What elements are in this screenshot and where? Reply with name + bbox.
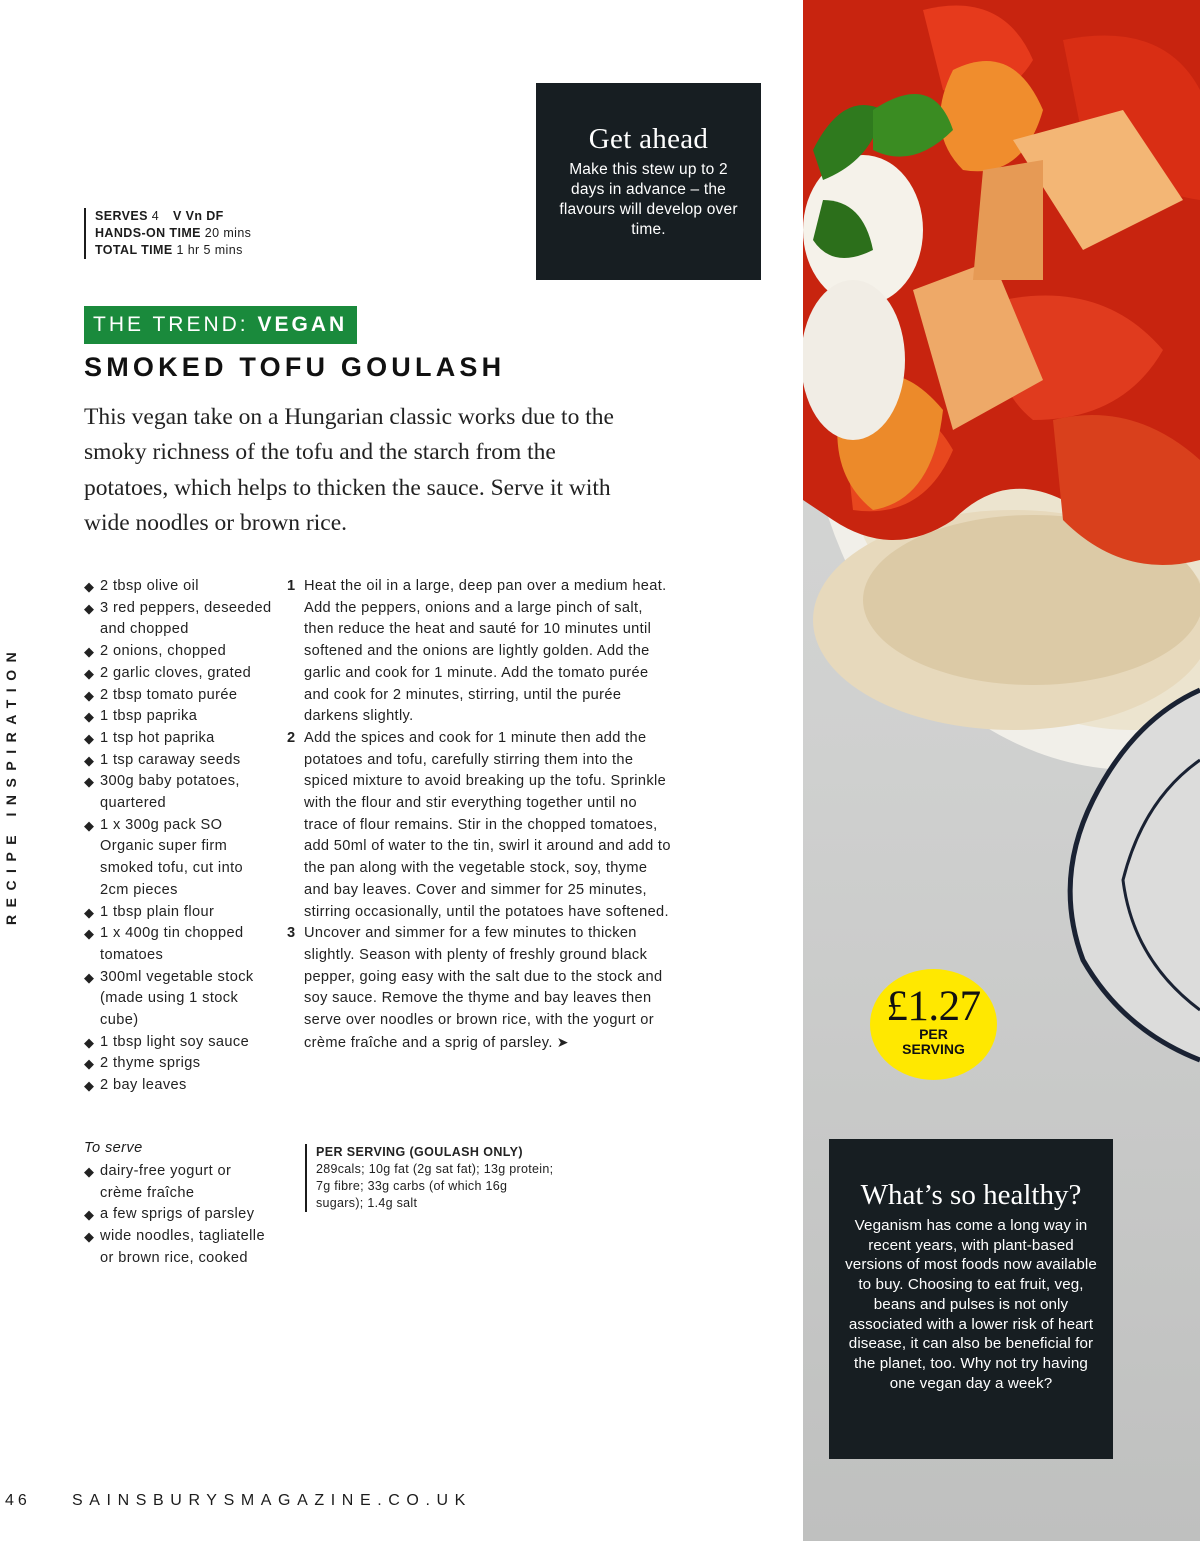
ingredient-item-text: 2 bay leaves [100,1077,187,1094]
bullet-icon: ◆ [84,1229,95,1245]
total-time-value: 1 hr 5 mins [176,243,243,257]
ingredient-item-text: 3 red peppers, deseeded and chopped [100,599,272,638]
trend-prefix: THE TREND: [93,313,249,336]
bullet-icon: ◆ [84,1078,95,1094]
ingredient-item-text: 2 thyme sprigs [100,1055,201,1072]
price-unit-line1: PER [919,1026,948,1042]
healthy-text: Veganism has come a long way in recent years, with plant-based versions of most foods now available to buy. Choosing to eat fruit, veg, beans and pulses is not only associated with a lower risk of heart disease, it can also be beneficial for the planet, too. Why not try having one vegan day a week? [845,1217,1097,1392]
method-steps [287,576,672,1054]
to-serve-item [84,1204,276,1226]
ingredient-item-text: 1 x 300g pack SO Organic super firm smoked tofu, cut into 2cm pieces [100,816,244,898]
step-text: Add the spices and cook for 1 minute then add the potatoes and tofu, carefully stirring them into the spiced mixture to avoid breaking up the tofu. Sprinkle with the flour and stir everything together until no trace of flour remains. Stir in the chopped tomatoes, add 50ml of water to the tin, swirl it around and add to the pan along with the vegetable stock, soy, thyme and bay leaves. Cover and simmer for 25 minutes, stirring occasionally, until the potatoes have softened. [304,729,671,920]
bullet-icon: ◆ [84,1164,95,1179]
bullet-icon: ◆ [84,1034,95,1050]
recipe-intro: This vegan take on a Hungarian classic works due to the smoky richness of the tofu and the starch from the potatoes, which helps to thicken the sauce. Serve it with wide noodles or brown rice. [84,404,614,537]
ingredient-item [84,576,274,598]
get-ahead-box [536,83,761,280]
step-number: 3 [287,925,296,942]
recipe-title: SMOKED TOFU GOULASH [84,352,506,382]
to-serve-item-text: dairy-free yogurt or crème fraîche [100,1163,232,1201]
section-side-label: RECIPE INSPIRATION [3,644,19,925]
to-serve-list [84,1161,276,1270]
diet-labels: V Vn DF [173,209,224,223]
to-serve-item [84,1161,276,1204]
step-number: 2 [287,729,296,746]
ingredient-item-text: 1 tsp caraway seeds [100,751,241,768]
total-time-label: TOTAL TIME [95,243,173,257]
to-serve-heading: To serve [84,1140,143,1156]
bullet-icon: ◆ [84,687,95,703]
nutrition-heading: PER SERVING (GOULASH ONLY) [316,1145,523,1159]
bullet-icon: ◆ [84,600,95,616]
ingredient-item [84,1032,274,1054]
ingredient-item-text: 2 tbsp olive oil [100,578,199,594]
ingredient-item-text: 1 tbsp light soy sauce [100,1033,250,1050]
bullet-icon: ◆ [84,904,95,920]
ingredient-item [84,750,274,772]
ingredient-item [84,598,274,641]
ingredient-item [84,923,274,966]
price-badge [870,969,997,1080]
method-step [287,923,672,1054]
hands-on-value: 20 mins [204,226,252,240]
bullet-icon: ◆ [84,817,95,833]
ingredients-list [84,576,274,1097]
recipe-meta [84,208,251,259]
method-step [287,728,672,923]
ingredient-item-text: 1 tbsp paprika [100,708,198,725]
ingredient-item [84,1053,274,1075]
price-unit-line2: SERVING [902,1041,965,1057]
healthy-title: What’s so healthy? [860,1179,1082,1211]
hands-on-label: HANDS-ON TIME [95,226,201,240]
ingredient-item-text: 1 tsp hot paprika [100,729,215,746]
get-ahead-title: Get ahead [588,123,709,155]
step-text: Uncover and simmer for a few minutes to thicken slightly. Season with plenty of freshly ground black pepper, going easy with the salt due to the stock and soy sauce. Remove the thyme and bay leaves then serve over noodles or brown rice, with the yogurt or crème fraîche and a sprig of parsley. [304,925,663,1051]
bullet-icon: ◆ [84,579,95,594]
to-serve-item-text: wide noodles, tagliatelle or brown rice, cooked [100,1228,265,1266]
ingredient-item [84,706,274,728]
bullet-icon: ◆ [84,709,95,725]
step-text: Heat the oil in a large, deep pan over a medium heat. Add the peppers, onions and a large pinch of salt, then reduce the heat and sauté for 10 minutes until softened and the onions are lightly golden. Add the garlic and cook for 1 minute. Add the tomato purée and cook for 2 minutes, stirring, until the purée darkens slightly. [304,578,667,725]
ingredient-item [84,815,274,902]
total-time-line [95,242,251,259]
nutrition-info [305,1144,556,1212]
serves-label: SERVES [95,209,148,223]
ingredient-item [84,728,274,750]
get-ahead-text: Make this stew up to 2 days in advance – the flavours will develop over time. [559,161,738,238]
trend-banner [84,306,357,344]
bullet-icon: ◆ [84,969,95,985]
ingredient-item [84,663,274,685]
healthy-box [829,1139,1113,1459]
ingredient-item [84,685,274,707]
ingredient-item-text: 2 garlic cloves, grated [100,664,252,681]
method-step [287,576,672,728]
ingredient-item-text: 1 tbsp plain flour [100,903,215,920]
step-number: 1 [287,578,296,594]
bullet-icon: ◆ [84,774,95,790]
trend-word: VEGAN [257,313,348,336]
ingredient-item [84,641,274,663]
nutrition-text: 289cals; 10g fat (2g sat fat); 13g protein; 7g fibre; 33g carbs (of which 16g sugars); 1.4g salt [316,1162,554,1210]
ingredient-item-text: 1 x 400g tin chopped tomatoes [100,925,244,963]
bullet-icon: ◆ [84,1207,95,1223]
bullet-icon: ◆ [84,1056,95,1072]
serves-line [95,208,251,225]
ingredient-item-text: 300g baby potatoes, quartered [100,773,240,812]
ingredient-item [84,967,274,1032]
ingredient-item [84,902,274,924]
bullet-icon: ◆ [84,665,95,681]
bullet-icon: ◆ [84,752,95,768]
tofu-piece [973,160,1043,280]
to-serve-item-text: a few sprigs of parsley [100,1206,255,1223]
page-number: 46 [5,1492,31,1509]
to-serve-item [84,1226,276,1269]
ingredient-item-text: 2 tbsp tomato purée [100,686,238,703]
ingredient-item-text: 300ml vegetable stock (made using 1 stock cube) [100,968,254,1029]
price-value: £1.27 [886,983,981,1030]
ingredient-item-text: 2 onions, chopped [100,643,227,660]
bullet-icon: ◆ [84,730,95,746]
bullet-icon: ◆ [84,644,95,660]
serves-value: 4 [151,209,160,223]
continue-arrow-icon: ➤ [556,1033,569,1050]
ingredient-item [84,771,274,814]
hands-on-line [95,225,251,242]
yogurt-dollop [803,280,905,440]
site-url: SAINSBURYSMAGAZINE.CO.UK [72,1492,472,1509]
bullet-icon: ◆ [84,926,95,942]
ingredient-item [84,1075,274,1097]
